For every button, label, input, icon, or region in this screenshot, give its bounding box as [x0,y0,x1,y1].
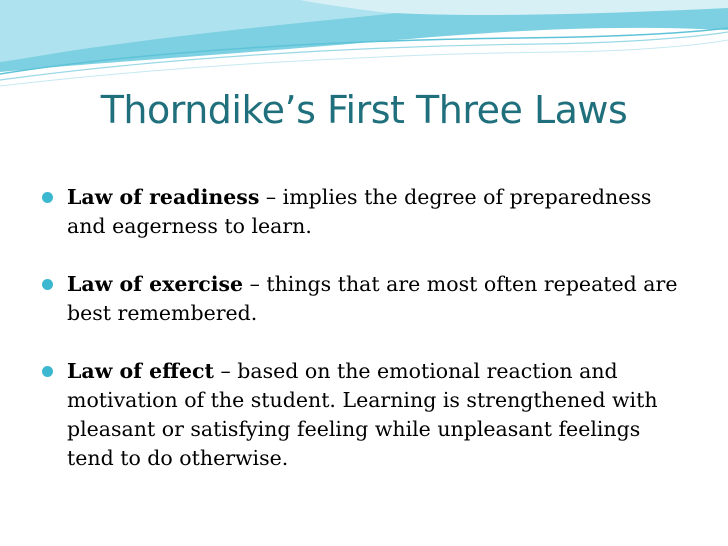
bullet-text: – things that are most often repeated are best remembered. [67,272,678,325]
bullet-item-effect [42,357,682,473]
bullet-item-readiness [42,183,682,241]
bullet-marker-icon [42,279,53,290]
bullet-marker-icon [42,192,53,203]
header-wave-decoration [0,0,728,90]
bullet-item-exercise [42,270,682,328]
bullet-term: Law of readiness [67,185,260,209]
bullet-term: Law of effect [67,359,214,383]
bullet-text: – implies the degree of preparedness and eagerness to learn. [67,185,652,238]
slide-title: Thorndike’s First Three Laws [100,88,628,132]
bullet-list [42,183,682,473]
bullet-term: Law of exercise [67,272,244,296]
bullet-text: – based on the emotional reaction and motivation of the student. Learning is strengthened with pleasant or satisfying feeling while unpleasant feelings tend to do otherwise. [67,359,658,470]
bullet-marker-icon [42,366,53,377]
